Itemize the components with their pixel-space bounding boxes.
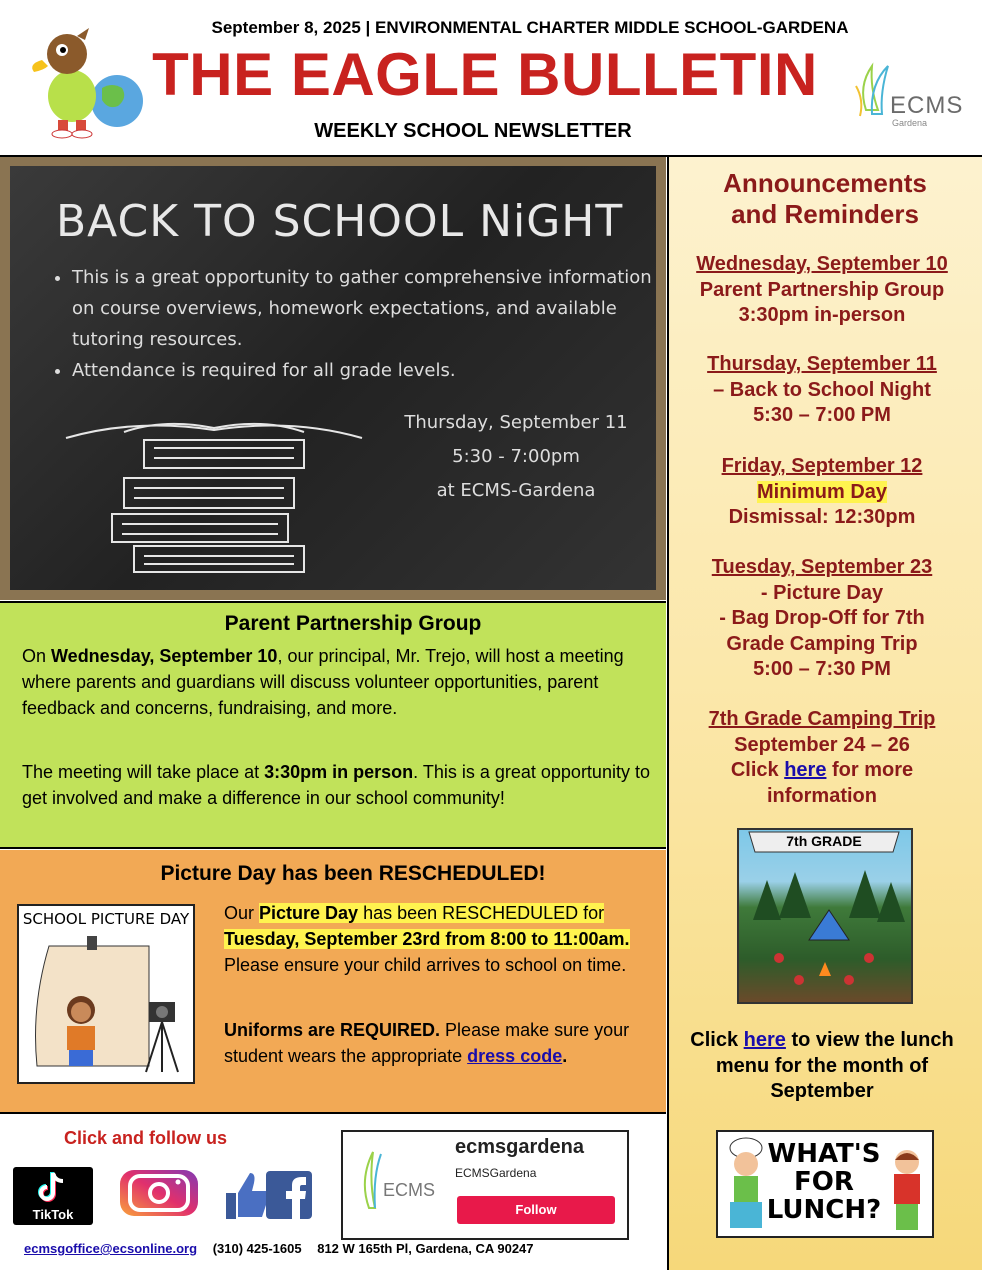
event-line: 5:30 – 7:00 PM [753, 404, 891, 426]
event-line: 3:30pm in-person [738, 304, 906, 326]
event-line: information [767, 784, 877, 807]
event-thu-sep-11 [668, 352, 976, 429]
chalkboard-title: BACK TO SCHOOL NiGHT [56, 196, 624, 247]
whats-for-lunch-image [716, 1130, 934, 1238]
event-date: Wednesday, September 10 [696, 253, 948, 275]
event-tue-sep-23 [668, 555, 976, 683]
camp-image-label: 7th GRADE [786, 833, 862, 849]
picture-day-paragraph-1: Our Picture Day has been RESCHEDULED for Tuesday, September 23rd from 8:00 to 11:00am. Please ensure your child arrives to school on time. [224, 903, 630, 975]
event-date: 7th Grade Camping Trip [708, 708, 936, 730]
camping-info-link[interactable]: here [784, 759, 827, 781]
chalkboard-location: at ECMS-Gardena [436, 480, 596, 501]
parent-partnership-title: Parent Partnership Group [224, 612, 482, 635]
dress-code-link[interactable]: dress code [467, 1046, 563, 1066]
picture-day-title: Picture Day has been RESCHEDULED! [160, 862, 546, 885]
event-date: Thursday, September 11 [707, 353, 937, 375]
email-link[interactable]: ecmsgoffice@ecsonline.org [24, 1241, 198, 1256]
footer-contact [24, 1241, 664, 1256]
date-line: September 8, 2025 | ENVIRONMENTAL CHARTER MIDDLE SCHOOL-GARDENA [211, 18, 849, 37]
ig-handle: ecmsgardena [455, 1136, 584, 1158]
newsletter-title: THE EAGLE BULLETIN [152, 41, 818, 108]
ig-name: ECMSGardena [455, 1166, 537, 1180]
picture-day-paragraph-2: Uniforms are REQUIRED. Please make sure your student wears the appropriate dress code. [224, 1020, 630, 1066]
ig-follow-button[interactable]: Follow [457, 1196, 615, 1224]
event-line: – Back to School Night [713, 378, 931, 401]
phone-number: (310) 425-1605 [212, 1241, 302, 1256]
parent-partnership-section [0, 601, 666, 849]
book-stack-icon [64, 404, 364, 574]
chalkboard-time: 5:30 - 7:00pm [452, 446, 580, 467]
minimum-day-highlight: Minimum Day [756, 480, 888, 503]
ecms-logo-subtext: Gardena [892, 118, 928, 128]
chalkboard-bullets [52, 262, 662, 386]
school-picture-day-image [17, 904, 195, 1084]
event-date: Tuesday, September 23 [711, 556, 933, 578]
follow-us-label: Click and follow us [64, 1128, 228, 1148]
lunch-menu-text: Click here to view the lunch menu for the month of September [690, 1029, 954, 1102]
newsletter-subtitle: WEEKLY SCHOOL NEWSLETTER [314, 120, 632, 142]
tiktok-label: TikTok [32, 1207, 74, 1222]
camping-trip-image [737, 828, 913, 1004]
address: 812 W 165th Pl, Gardena, CA 90247 [317, 1241, 534, 1256]
facebook-icon[interactable] [222, 1167, 314, 1223]
ig-card-logo-text: ECMS [383, 1180, 436, 1200]
event-wed-sep-10 [668, 252, 976, 329]
instagram-profile-card [341, 1130, 629, 1240]
whats-for-lunch-text: WHAT'S FOR LUNCH? [766, 1139, 882, 1225]
parent-partnership-paragraph-2: The meeting will take place at 3:30pm in person. This is a great opportunity to get involved and make a difference in our school community! [22, 762, 650, 808]
parent-partnership-paragraph-1: On Wednesday, September 10, our principal, Mr. Trejo, will host a meeting where parents and guardians will discuss volunteer opportunities, parent feedback and concerns, fundraising, and more. [22, 646, 624, 718]
event-line: - Bag Drop-Off for 7th [719, 607, 925, 629]
event-line: Parent Partnership Group [699, 278, 945, 301]
event-line: September 24 – 26 [734, 733, 910, 756]
event-date: Friday, September 12 [721, 455, 923, 477]
ecms-logo-text: ECMS [890, 92, 964, 119]
ecms-logo [852, 60, 970, 132]
event-camping-trip: 7th Grade Camping Trip September 24 – 26 Click here for more information [668, 707, 976, 809]
lunch-menu-link[interactable]: here [743, 1029, 786, 1051]
event-fri-sep-12 [668, 454, 976, 531]
announcements-title: Announcements and Reminders [723, 168, 927, 229]
event-line: Grade Camping Trip [726, 632, 918, 655]
event-line: - Picture Day [760, 581, 884, 604]
tiktok-icon[interactable] [13, 1167, 93, 1225]
chalkboard-bullet: • This is a great opportunity to gather comprehensive information on course overviews, homework expectations, and available tutoring resources. [72, 262, 662, 355]
event-line: Dismissal: 12:30pm [728, 506, 916, 528]
chalkboard-bullet: • Attendance is required for all grade levels. [72, 355, 662, 386]
event-line: 5:00 – 7:30 PM [753, 658, 891, 680]
chalkboard-date: Thursday, September 11 [404, 412, 628, 433]
picture-day-image-label: SCHOOL PICTURE DAY [22, 910, 190, 928]
instagram-icon[interactable] [116, 1168, 202, 1222]
